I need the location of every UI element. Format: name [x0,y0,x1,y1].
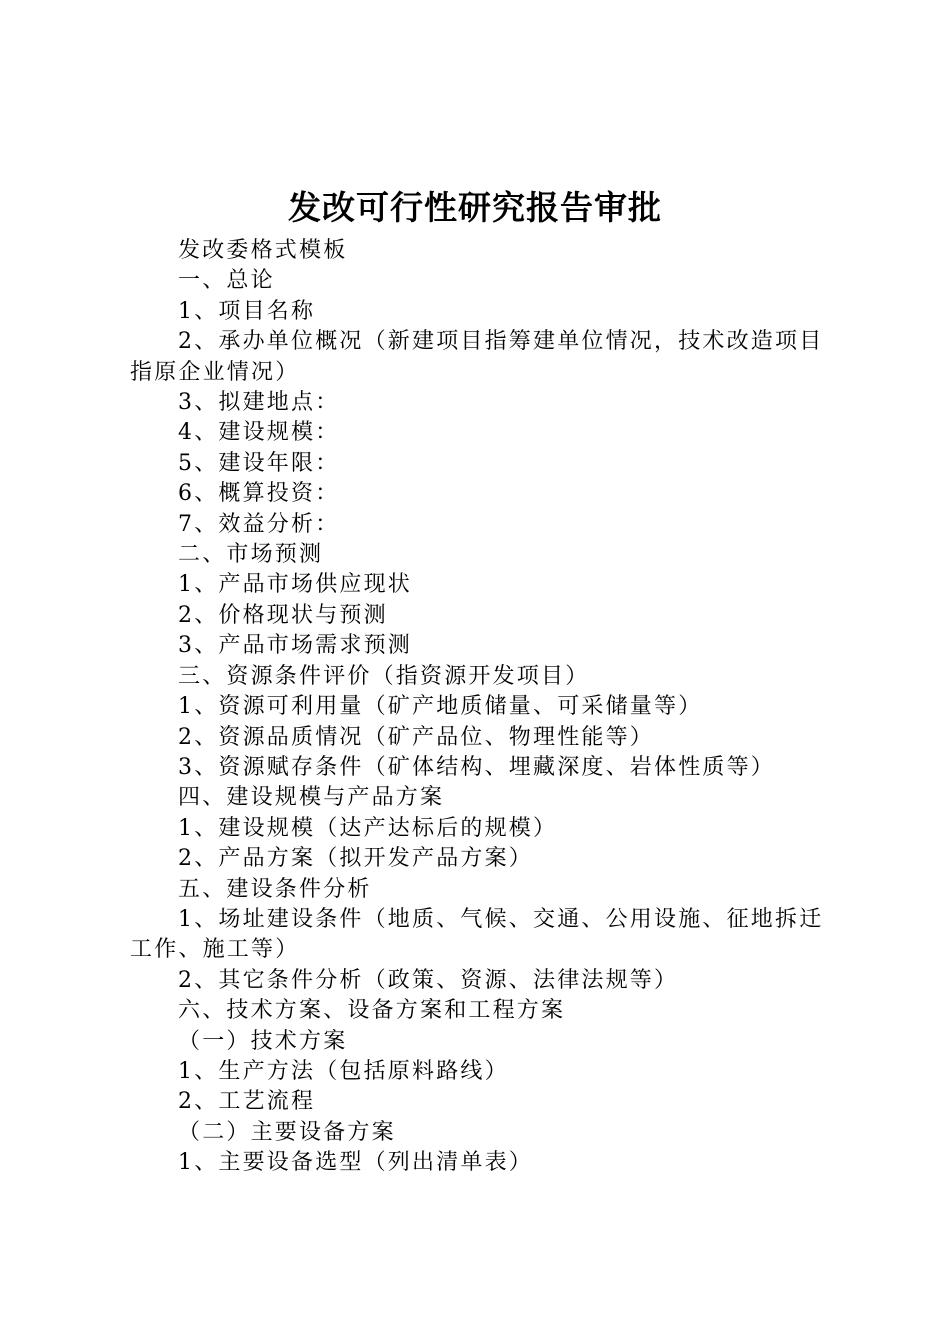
paragraph: 1、项目名称 [178,298,316,324]
paragraph: 7、效益分析： [178,511,340,537]
paragraph: 1、生产方法（包括原料路线） [178,1058,509,1084]
paragraph: 1、产品市场供应现状 [178,572,412,598]
subsection-heading: （二）主要设备方案 [178,1119,396,1145]
subsection-heading: （一）技术方案 [178,1028,348,1054]
section-heading: 二、市场预测 [178,542,324,568]
paragraph: 1、场址建设条件（地质、气候、交通、公用设施、征地拆迁工作、施工等） [130,906,824,963]
paragraph: 1、主要设备选型（列出清单表） [178,1150,533,1176]
paragraph: 1、建设规模（达产达标后的规模） [178,815,558,841]
section-heading: 一、总论 [178,268,275,294]
paragraph: 2、产品方案（拟开发产品方案） [178,846,533,872]
section-heading: 五、建设条件分析 [178,876,372,902]
paragraph: 2、承办单位概况（新建项目指筹建单位情况，技术改造项目指原企业情况） [130,329,824,385]
paragraph: 3、拟建地点： [178,390,340,416]
section-heading: 四、建设规模与产品方案 [178,785,445,811]
paragraph: 5、建设年限： [178,450,340,476]
paragraph: 发改委格式模板 [178,238,348,263]
section-heading: 六、技术方案、设备方案和工程方案 [178,998,566,1024]
paragraph: 3、产品市场需求预测 [178,633,412,659]
document-title: 发改可行性研究报告审批 [288,188,662,227]
paragraph: 1、资源可利用量（矿产地质储量、可采储量等） [178,694,703,720]
document-body [130,236,835,1179]
paragraph: 3、资源赋存条件（矿体结构、埋藏深度、岩体性质等） [178,754,775,780]
paragraph: 2、资源品质情况（矿产品位、物理性能等） [178,724,654,750]
paragraph: 2、其它条件分析（政策、资源、法律法规等） [178,967,679,993]
paragraph: 6、概算投资： [178,481,340,507]
paragraph: 2、工艺流程 [178,1089,316,1115]
paragraph: 4、建设规模： [178,420,340,446]
section-heading: 三、资源条件评价（指资源开发项目） [178,663,590,689]
paragraph: 2、价格现状与预测 [178,602,388,628]
